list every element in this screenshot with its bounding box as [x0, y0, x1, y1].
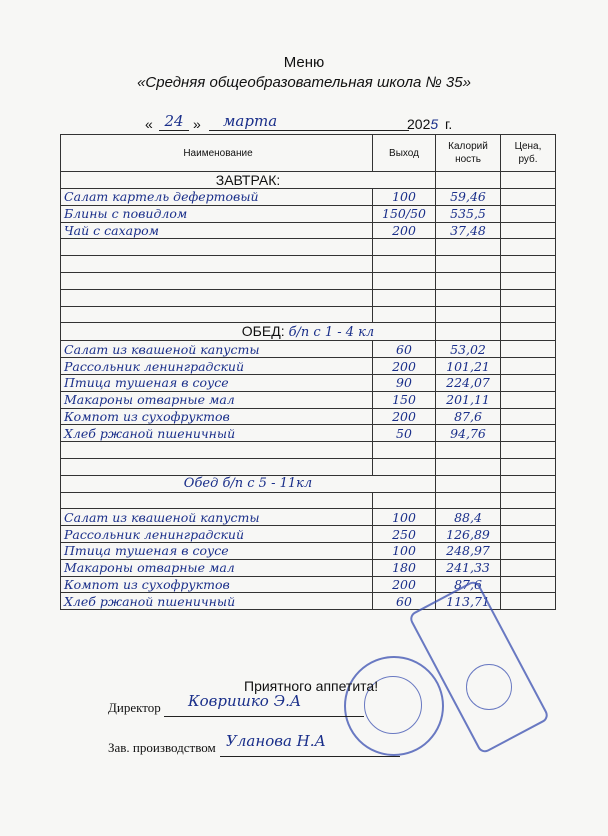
item-name: Птица тушеная в соусе	[61, 374, 373, 391]
item-out	[373, 239, 436, 256]
item-price	[501, 526, 556, 543]
item-out: 150	[373, 391, 436, 408]
item-cal: 113,71	[436, 593, 501, 610]
cal-header-1: Калорий	[448, 141, 488, 152]
item-name: Блины с повидлом	[61, 205, 373, 222]
item-price	[501, 408, 556, 425]
table-row	[61, 425, 556, 442]
item-price	[501, 391, 556, 408]
item-name	[61, 458, 373, 475]
item-name: Компот из сухофруктов	[61, 408, 373, 425]
item-price	[501, 189, 556, 206]
item-out: 60	[373, 341, 436, 358]
date-close-quote: »	[193, 116, 201, 132]
prod-label: Зав. производством	[108, 740, 216, 755]
item-name: Чай с сахаром	[61, 222, 373, 239]
date-month: марта	[209, 112, 409, 131]
lunch-note: б/п с 1 - 4 кл	[288, 325, 375, 341]
col-cal-header	[436, 135, 501, 172]
col-price-header	[501, 135, 556, 172]
item-cal	[436, 256, 501, 273]
item-out: 150/50	[373, 205, 436, 222]
item-cal	[436, 239, 501, 256]
item-cal: 87,6	[436, 408, 501, 425]
item-price	[501, 272, 556, 289]
breakfast-empty	[61, 239, 556, 323]
item-name: Рассольник ленинградский	[61, 358, 373, 375]
table-row	[61, 189, 556, 206]
prod-line	[220, 756, 400, 757]
item-price	[501, 358, 556, 375]
school-name: «Средняя общеобразовательная школа № 35»	[137, 74, 471, 91]
item-name	[61, 442, 373, 459]
year-g: г.	[445, 116, 453, 132]
empty-cell	[501, 323, 556, 341]
wish-text: Приятного аппетита!	[244, 678, 379, 694]
col-out-header: Выход	[373, 135, 436, 172]
item-cal: 87,6	[436, 576, 501, 593]
empty-cell	[436, 323, 501, 341]
item-name	[61, 272, 373, 289]
item-price	[501, 442, 556, 459]
item-out	[373, 306, 436, 323]
item-name: Макароны отварные мал	[61, 391, 373, 408]
lunch-label: ОБЕД:	[241, 323, 285, 340]
table-row	[61, 306, 556, 323]
item-out: 200	[373, 408, 436, 425]
item-cal	[436, 492, 501, 509]
item-cal	[436, 442, 501, 459]
section-breakfast	[61, 172, 556, 189]
year-suffix: 5	[430, 116, 439, 132]
empty-cell	[501, 475, 556, 492]
table-row	[61, 256, 556, 273]
item-out: 50	[373, 425, 436, 442]
item-price	[501, 509, 556, 526]
lunch2-label: Обед б/п с 5 - 11кл	[61, 475, 436, 492]
director-label: Директор	[108, 700, 161, 715]
item-name: Хлеб ржаной пшеничный	[61, 425, 373, 442]
item-price	[501, 576, 556, 593]
table-row	[61, 239, 556, 256]
item-cal: 88,4	[436, 509, 501, 526]
item-out: 180	[373, 559, 436, 576]
item-name: Птица тушеная в соусе	[61, 542, 373, 559]
lunch-empty	[61, 442, 556, 476]
item-cal: 224,07	[436, 374, 501, 391]
table-row	[61, 358, 556, 375]
table-row	[61, 289, 556, 306]
price-header-1: Цена,	[514, 141, 542, 152]
item-out: 90	[373, 374, 436, 391]
year-prefix: 202	[407, 116, 431, 132]
item-cal: 535,5	[436, 205, 501, 222]
table-row	[61, 374, 556, 391]
table-row	[61, 222, 556, 239]
small-stamp-icon	[466, 664, 512, 710]
item-out: 250	[373, 526, 436, 543]
lunch-rows	[61, 341, 556, 442]
section-lunch2	[61, 475, 556, 492]
item-cal	[436, 458, 501, 475]
item-name	[61, 256, 373, 273]
table-row	[61, 526, 556, 543]
item-cal: 201,11	[436, 391, 501, 408]
item-out: 200	[373, 576, 436, 593]
director-line	[164, 716, 364, 717]
prod-sign: Уланова Н.А	[226, 732, 326, 750]
item-name: Рассольник ленинградский	[61, 526, 373, 543]
director-signature	[108, 692, 368, 720]
item-name: Макароны отварные мал	[61, 559, 373, 576]
item-cal: 37,48	[436, 222, 501, 239]
empty-cell	[436, 475, 501, 492]
col-name-header: Наименование	[61, 135, 373, 172]
table-row	[61, 391, 556, 408]
cal-header-2: ность	[455, 154, 481, 165]
item-name	[61, 306, 373, 323]
date-line	[145, 112, 465, 134]
breakfast-label: ЗАВТРАК:	[61, 172, 436, 189]
table-row	[61, 205, 556, 222]
item-price	[501, 458, 556, 475]
item-out	[373, 492, 436, 509]
table-row	[61, 458, 556, 475]
item-out	[373, 272, 436, 289]
item-out: 100	[373, 189, 436, 206]
table-row	[61, 509, 556, 526]
item-name	[61, 239, 373, 256]
table-row	[61, 542, 556, 559]
item-out	[373, 289, 436, 306]
item-price	[501, 341, 556, 358]
item-price	[501, 289, 556, 306]
item-cal	[436, 289, 501, 306]
date-year	[407, 116, 438, 132]
item-cal: 248,97	[436, 542, 501, 559]
item-name: Салат картель дефертовый	[61, 189, 373, 206]
item-out: 60	[373, 593, 436, 610]
table-row	[61, 559, 556, 576]
item-out: 200	[373, 222, 436, 239]
table-row	[61, 341, 556, 358]
item-name	[61, 492, 373, 509]
item-price	[501, 222, 556, 239]
breakfast-rows	[61, 189, 556, 239]
item-price	[501, 425, 556, 442]
lunch-label-cell	[61, 323, 436, 341]
item-price	[501, 542, 556, 559]
item-cal: 126,89	[436, 526, 501, 543]
item-name: Салат из квашеной капусты	[61, 341, 373, 358]
item-name: Хлеб ржаной пшеничный	[61, 593, 373, 610]
item-price	[501, 492, 556, 509]
item-out	[373, 458, 436, 475]
date-open-quote: «	[145, 116, 153, 132]
item-price	[501, 374, 556, 391]
item-cal: 241,33	[436, 559, 501, 576]
item-out: 200	[373, 358, 436, 375]
menu-table	[60, 134, 556, 610]
director-sign: Ковришко Э.А	[188, 692, 302, 710]
item-cal: 53,02	[436, 341, 501, 358]
item-cal: 59,46	[436, 189, 501, 206]
item-price	[501, 559, 556, 576]
item-price	[501, 306, 556, 323]
price-header-2: руб.	[518, 154, 538, 165]
date-day: 24	[159, 112, 189, 131]
item-out: 100	[373, 509, 436, 526]
table-row	[61, 272, 556, 289]
item-name: Салат из квашеной капусты	[61, 509, 373, 526]
item-cal	[436, 272, 501, 289]
item-price	[501, 239, 556, 256]
item-price	[501, 205, 556, 222]
item-out: 100	[373, 542, 436, 559]
item-cal: 94,76	[436, 425, 501, 442]
table-row	[61, 492, 556, 509]
item-name	[61, 289, 373, 306]
empty-cell	[436, 172, 501, 189]
table-header	[61, 135, 556, 172]
empty-cell	[501, 172, 556, 189]
table-row	[61, 442, 556, 459]
item-name: Компот из сухофруктов	[61, 576, 373, 593]
item-cal: 101,21	[436, 358, 501, 375]
item-out	[373, 256, 436, 273]
table-row	[61, 408, 556, 425]
prod-signature	[108, 732, 408, 760]
item-price	[501, 593, 556, 610]
lunch2-empty	[61, 492, 556, 509]
item-cal	[436, 306, 501, 323]
page-title: Меню	[283, 54, 325, 71]
item-out	[373, 442, 436, 459]
item-price	[501, 256, 556, 273]
section-lunch	[61, 323, 556, 341]
